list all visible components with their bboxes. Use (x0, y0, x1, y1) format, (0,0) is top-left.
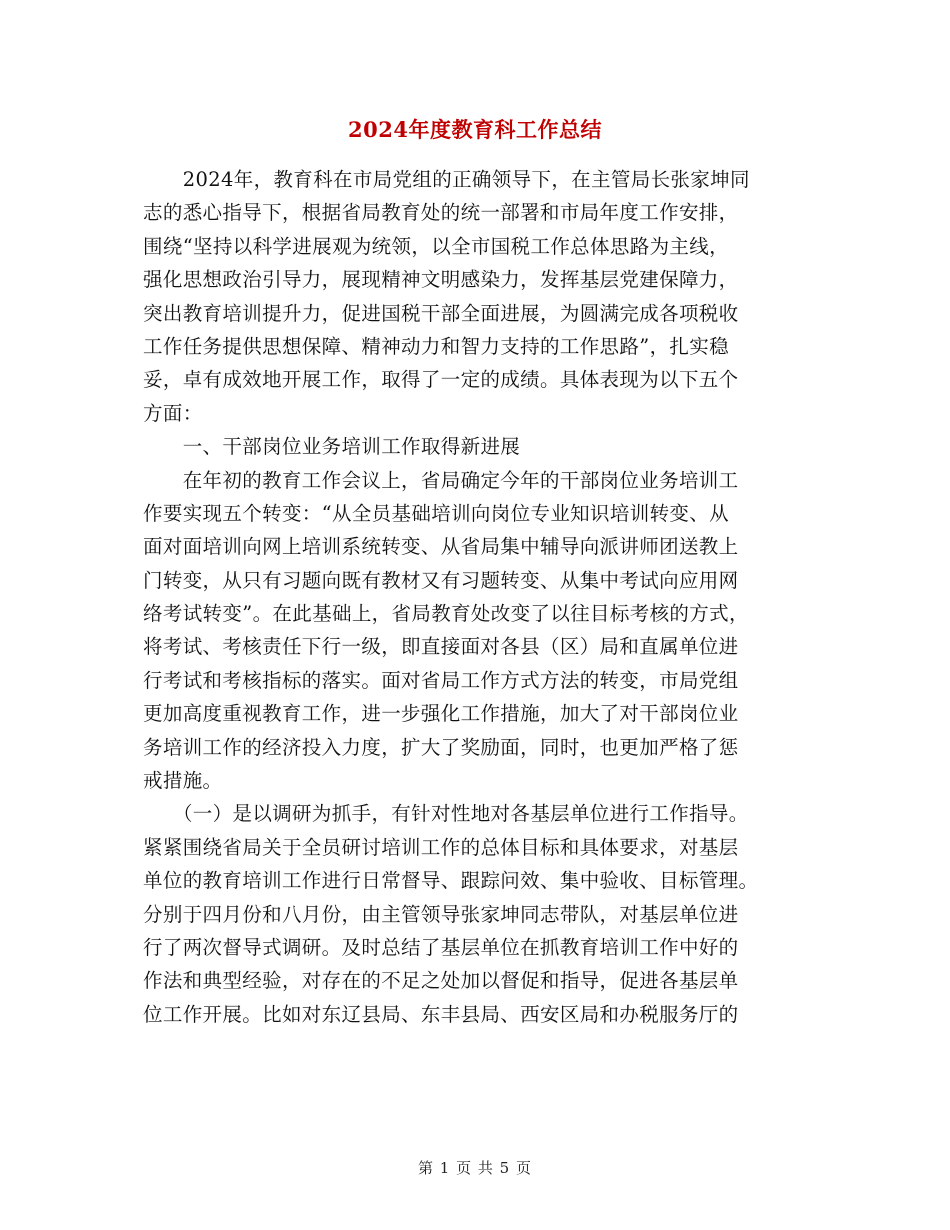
body-line: 戒措施。 (143, 769, 223, 793)
body-line: 在年初的教育工作会议上，省局确定今年的干部岗位业务培训工 (143, 468, 739, 492)
body-line: 面对面培训向网上培训系统转变、从省局集中辅导向派讲师团送教上 (143, 535, 739, 559)
body-line: 妥，卓有成效地开展工作，取得了一定的成绩。具体表现为以下五个 (143, 368, 739, 392)
subsection-line: （一）是以调研为抓手，有针对性地对各基层单位进行工作指导。 (143, 802, 749, 826)
body-line: 将考试、考核责任下行一级，即直接面对各县（区）局和直属单位进 (143, 635, 739, 659)
document-title: 2024年度教育科工作总结 (348, 117, 602, 142)
body-line: 作法和典型经验，对存在的不足之处加以督促和指导，促进各基层单 (143, 969, 739, 993)
body-line: 紧紧围绕省局关于全员研讨培训工作的总体目标和具体要求，对基层 (143, 835, 739, 859)
body-line: 方面： (143, 401, 203, 425)
body-line: 单位的教育培训工作进行日常督导、跟踪问效、集中验收、目标管理。 (143, 869, 759, 893)
body-line: 突出教育培训提升力，促进国税干部全面进展，为圆满完成各项税收 (143, 301, 739, 325)
body-line: 强化思想政治引导力，展现精神文明感染力，发挥基层党建保障力， (143, 268, 739, 292)
body-line: 志的悉心指导下，根据省局教育处的统一部署和市局年度工作安排， (143, 201, 739, 225)
document-body (143, 163, 813, 1031)
body-line: 分别于四月份和八月份，由主管领导张家坤同志带队，对基层单位进 (143, 902, 739, 926)
body-line: 2024年，教育科在市局党组的正确领导下，在主管局长张家坤同 (143, 168, 750, 191)
body-line: 更加高度重视教育工作，进一步强化工作措施，加大了对干部岗位业 (143, 702, 739, 726)
body-line: 务培训工作的经济投入力度，扩大了奖励面，同时，也更加严格了惩 (143, 735, 739, 759)
body-line: 行了两次督导式调研。及时总结了基层单位在抓教育培训工作中好的 (143, 935, 739, 959)
body-line: 门转变，从只有习题向既有教材又有习题转变、从集中考试向应用网 (143, 568, 739, 592)
body-line: 围绕“坚持以科学进展观为统领，以全市国税工作总体思路为主线， (143, 234, 729, 258)
section-heading: 一、干部岗位业务培训工作取得新进展 (143, 435, 521, 459)
page-number-footer: 第 1 页 共 5 页 (418, 1159, 532, 1177)
body-line: 作要实现五个转变：“从全员基础培训向岗位专业知识培训转变、从 (143, 501, 729, 525)
body-line: 行考试和考核指标的落实。面对省局工作方式方法的转变，市局党组 (143, 668, 739, 692)
body-line: 位工作开展。比如对东辽县局、东丰县局、西安区局和办税服务厅的 (143, 1002, 739, 1026)
body-line: 络考试转变”。在此基础上，省局教育处改变了以往目标考核的方式， (143, 602, 749, 626)
body-line: 工作任务提供思想保障、精神动力和智力支持的工作思路”，扎实稳 (143, 334, 729, 358)
